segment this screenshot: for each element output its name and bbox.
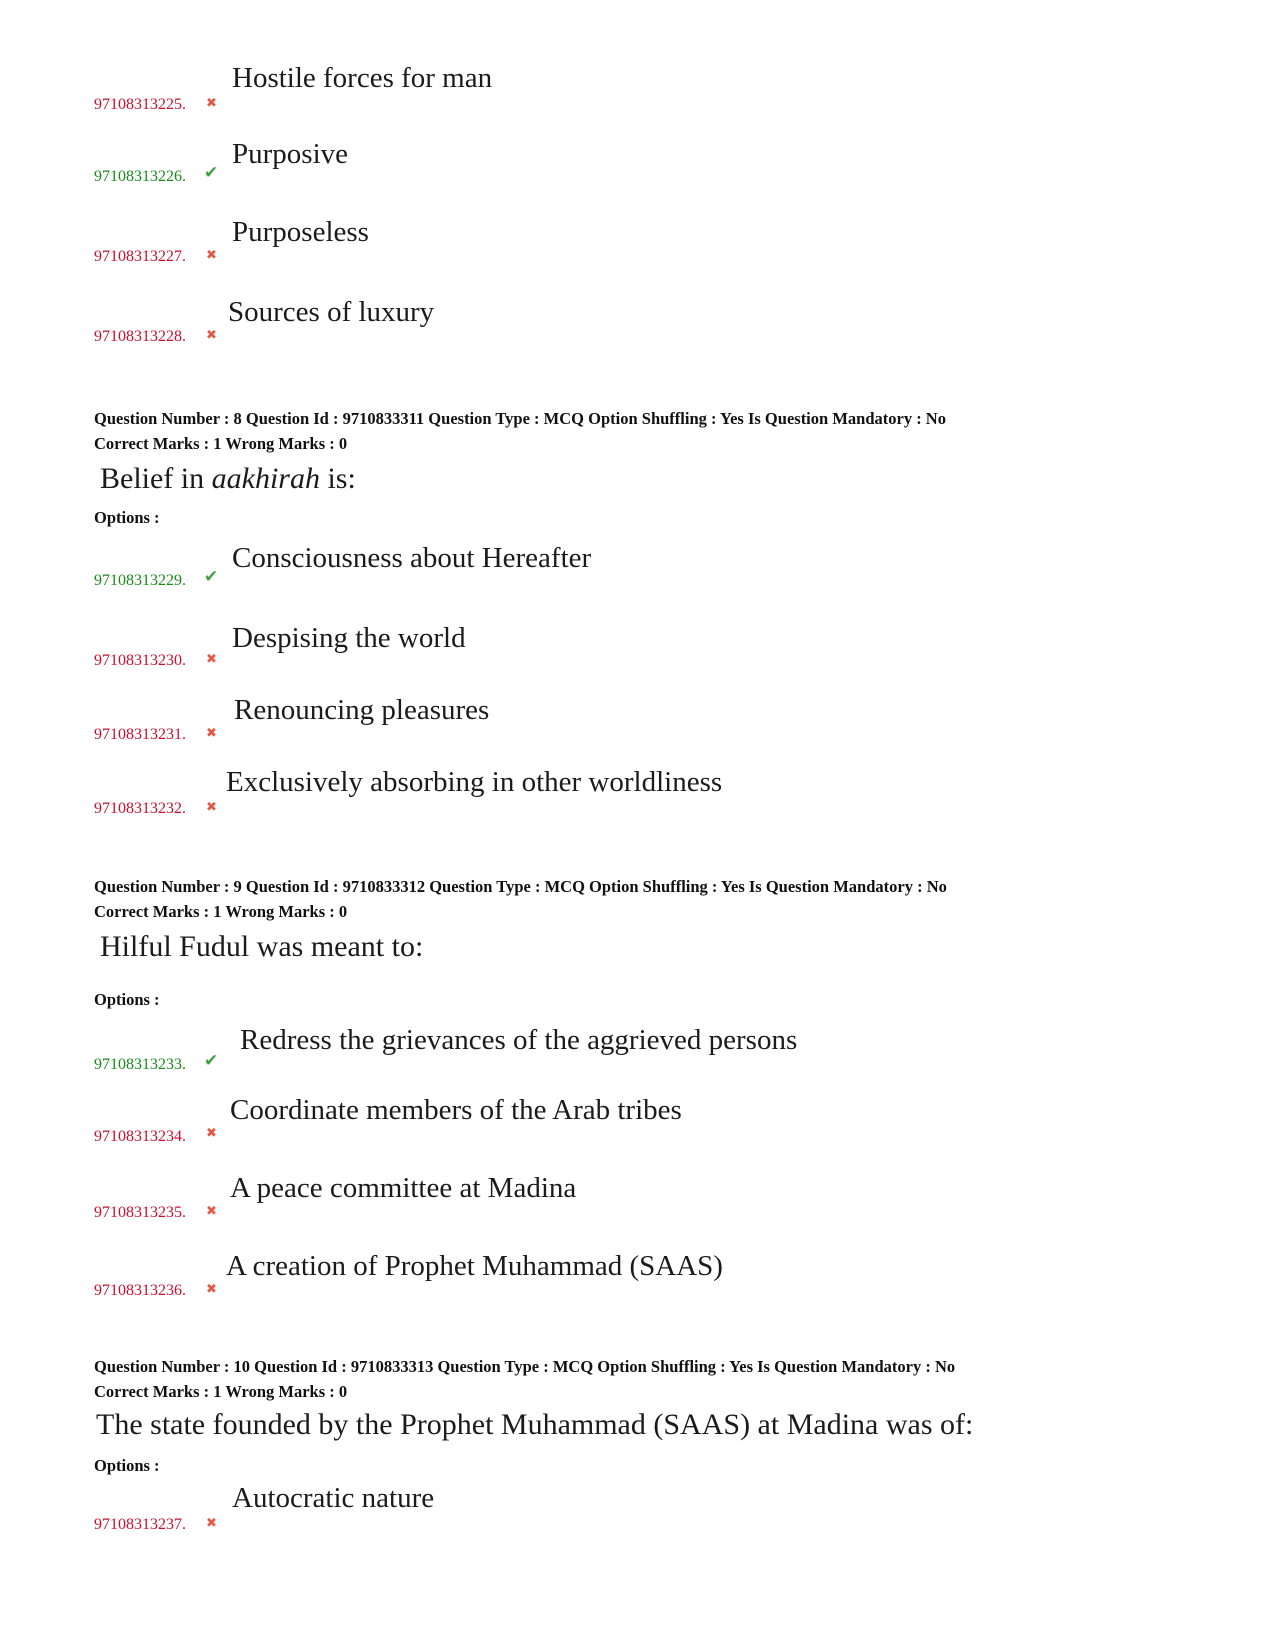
option-id: 97108313226. bbox=[94, 168, 186, 185]
cross-icon: ✖ bbox=[206, 1203, 217, 1218]
option-id: 97108313233. bbox=[94, 1056, 186, 1073]
question-meta-line: Question Number : 9 Question Id : 9710833312 Question Type : MCQ Option Shuffling : Yes Is Question Mandatory : No bbox=[94, 877, 947, 896]
option-text: Purposeless bbox=[232, 216, 369, 248]
marks-line: Correct Marks : 1 Wrong Marks : 0 bbox=[94, 902, 348, 921]
cross-icon: ✖ bbox=[206, 725, 217, 740]
question-meta-line: Question Number : 8 Question Id : 9710833311 Question Type : MCQ Option Shuffling : Yes Is Question Mandatory : No bbox=[94, 409, 946, 428]
question-text-part: is: bbox=[319, 462, 356, 495]
option-id: 97108313234. bbox=[94, 1128, 186, 1145]
cross-icon: ✖ bbox=[206, 95, 217, 110]
question-text: The state founded by the Prophet Muhammad (SAAS) at Madina was of: bbox=[96, 1408, 974, 1441]
option-id: 97108313225. bbox=[94, 96, 186, 113]
options-label: Options : bbox=[94, 508, 160, 527]
cross-icon: ✖ bbox=[206, 799, 217, 814]
option-text: Renouncing pleasures bbox=[234, 694, 490, 726]
option-text: Sources of luxury bbox=[228, 296, 435, 328]
check-icon: ✔ bbox=[204, 567, 219, 586]
option-text: Despising the world bbox=[232, 622, 466, 654]
options-label: Options : bbox=[94, 990, 160, 1009]
option-text: Autocratic nature bbox=[232, 1482, 435, 1514]
option-id: 97108313232. bbox=[94, 800, 186, 817]
cross-icon: ✖ bbox=[206, 327, 217, 342]
option-id: 97108313235. bbox=[94, 1204, 186, 1221]
option-id: 97108313227. bbox=[94, 248, 186, 265]
question-text bbox=[100, 462, 356, 496]
check-icon: ✔ bbox=[204, 1051, 219, 1070]
options-label: Options : bbox=[94, 1456, 160, 1475]
cross-icon: ✖ bbox=[206, 1125, 217, 1140]
question-text-italic: aakhirah bbox=[211, 462, 320, 495]
option-text: Consciousness about Hereafter bbox=[232, 542, 592, 574]
cross-icon: ✖ bbox=[206, 651, 217, 666]
question-meta bbox=[94, 874, 947, 924]
option-text: Hostile forces for man bbox=[232, 62, 493, 94]
question-meta bbox=[94, 1354, 955, 1404]
question-meta bbox=[94, 406, 946, 456]
option-id: 97108313236. bbox=[94, 1282, 186, 1299]
option-text: Coordinate members of the Arab tribes bbox=[230, 1094, 682, 1126]
option-id: 97108313228. bbox=[94, 328, 186, 345]
cross-icon: ✖ bbox=[206, 1281, 217, 1296]
question-text-part: Belief in bbox=[100, 462, 212, 495]
option-id: 97108313231. bbox=[94, 726, 186, 743]
option-id: 97108313230. bbox=[94, 652, 186, 669]
option-id: 97108313229. bbox=[94, 572, 186, 589]
cross-icon: ✖ bbox=[206, 247, 217, 262]
marks-line: Correct Marks : 1 Wrong Marks : 0 bbox=[94, 1382, 348, 1401]
question-meta-line: Question Number : 10 Question Id : 9710833313 Question Type : MCQ Option Shuffling : Yes Is Question Mandatory : No bbox=[94, 1357, 956, 1376]
option-text: A peace committee at Madina bbox=[230, 1172, 577, 1204]
option-id: 97108313237. bbox=[94, 1516, 186, 1533]
option-text: Exclusively absorbing in other worldliness bbox=[226, 766, 723, 798]
marks-line: Correct Marks : 1 Wrong Marks : 0 bbox=[94, 434, 348, 453]
question-text: Hilful Fudul was meant to: bbox=[100, 930, 424, 963]
option-text: Purposive bbox=[232, 138, 348, 170]
cross-icon: ✖ bbox=[206, 1515, 217, 1530]
option-text: A creation of Prophet Muhammad (SAAS) bbox=[226, 1250, 723, 1282]
option-text: Redress the grievances of the aggrieved persons bbox=[240, 1024, 798, 1056]
check-icon: ✔ bbox=[204, 163, 219, 182]
